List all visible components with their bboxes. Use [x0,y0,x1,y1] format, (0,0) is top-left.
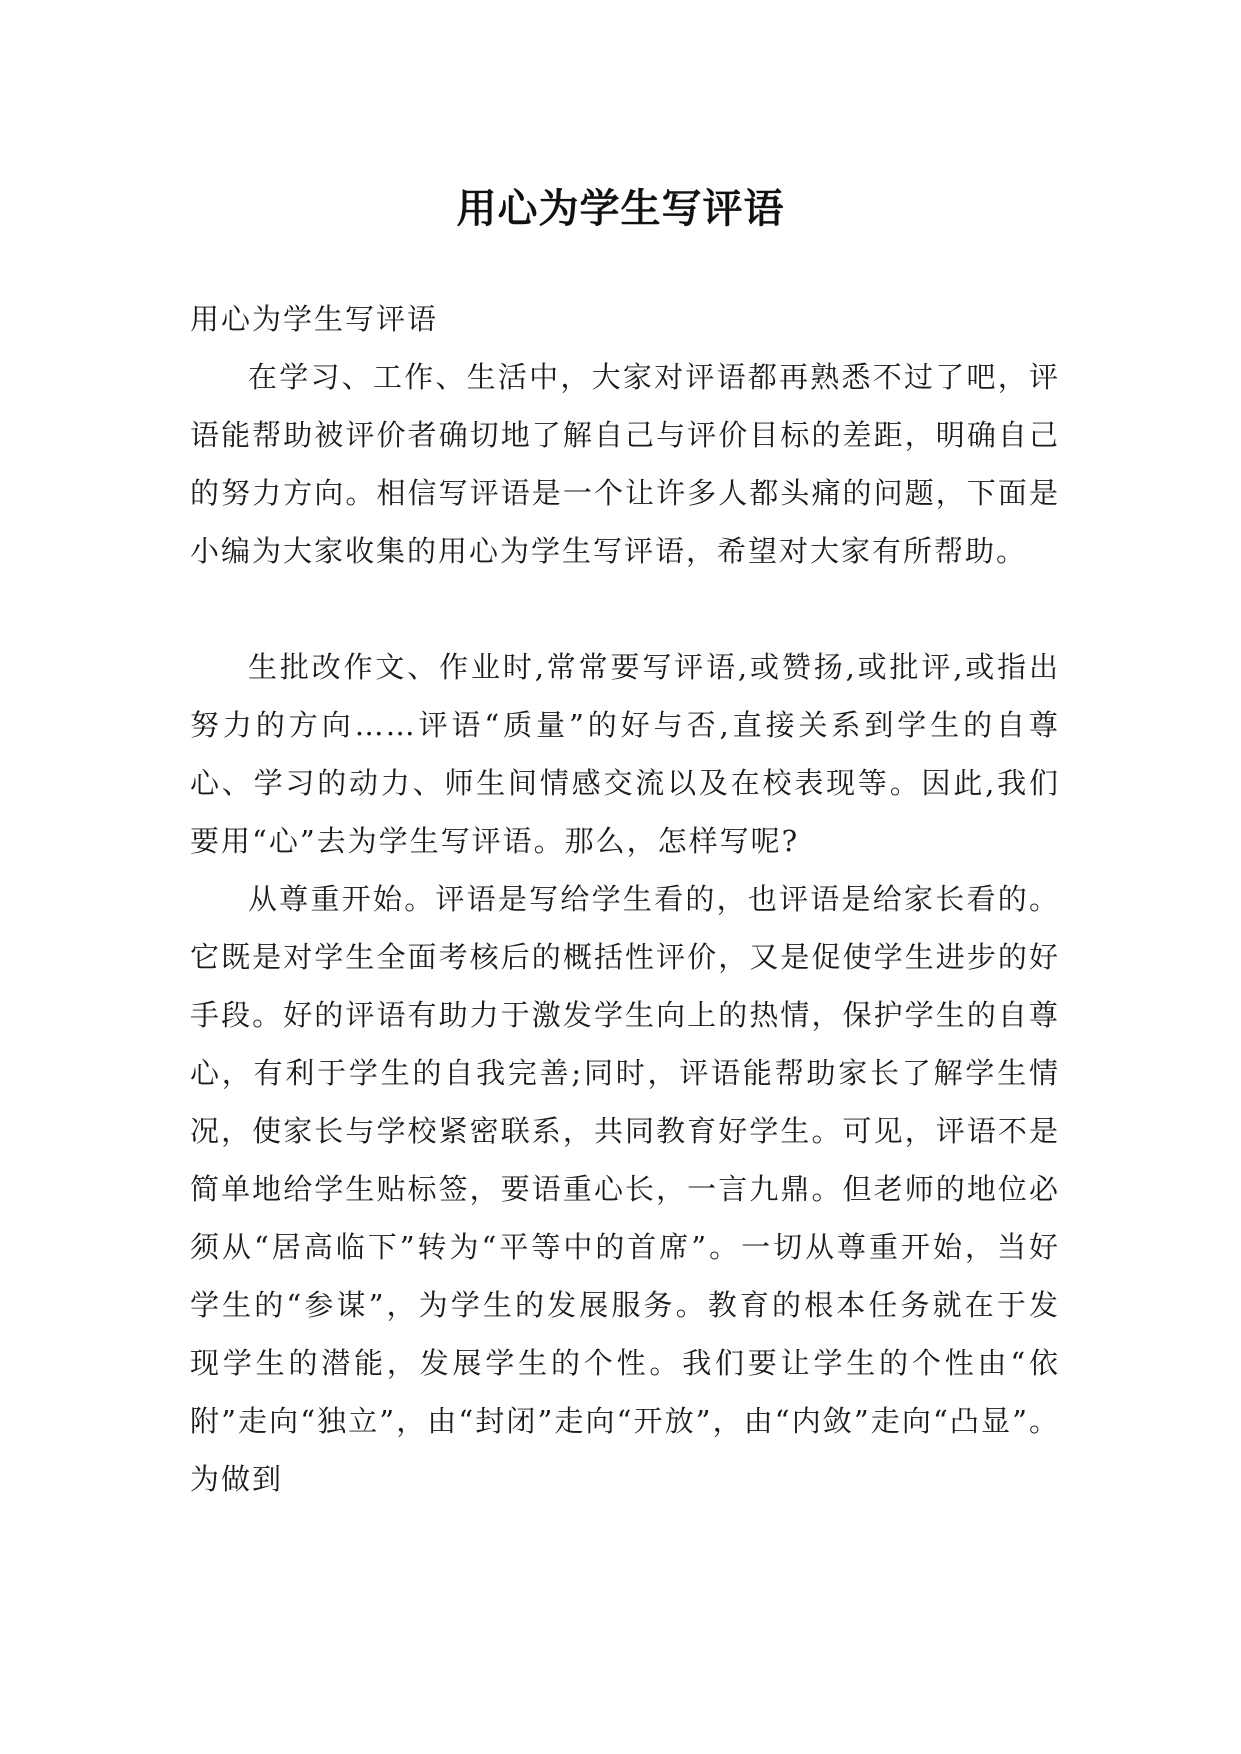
body-paragraph-1: 生批改作文、作业时,常常要写评语,或赞扬,或批评,或指出努力的方向……评语“质量”的好与否,直接关系到学生的自尊心、学习的动力、师生间情感交流以及在校表现等。因此,我们要用“心”去为学生写评语。那么，怎样写呢? [190,650,1060,858]
paragraph-spacer [190,580,1060,638]
document-subtitle: 用心为学生写评语 [190,302,439,336]
document-body [190,290,1060,1508]
document-title: 用心为学生写评语 [456,185,785,232]
intro-paragraph: 在学习、工作、生活中，大家对评语都再熟悉不过了吧，评语能帮助被评价者确切地了解自己与评价目标的差距，明确自己的努力方向。相信写评语是一个让许多人都头痛的问题，下面是小编为大家收集的用心为学生写评语，希望对大家有所帮助。 [190,360,1060,568]
body-paragraph-2: 从尊重开始。评语是写给学生看的，也评语是给家长看的。它既是对学生全面考核后的概括性评价，又是促使学生进步的好手段。好的评语有助力于激发学生向上的热情，保护学生的自尊心，有利于学生的自我完善;同时，评语能帮助家长了解学生情况，使家长与学校紧密联系，共同教育好学生。可见，评语不是简单地给学生贴标签，要语重心长，一言九鼎。但老师的地位必须从“居高临下”转为“平等中的首席”。一切从尊重开始，当好学生的“参谋”，为学生的发展服务。教育的根本任务就在于发现学生的潜能，发展学生的个性。我们要让学生的个性由“依附”走向“独立”，由“封闭”走向“开放”，由“内敛”走向“凸显”。为做到 [190,882,1060,1496]
